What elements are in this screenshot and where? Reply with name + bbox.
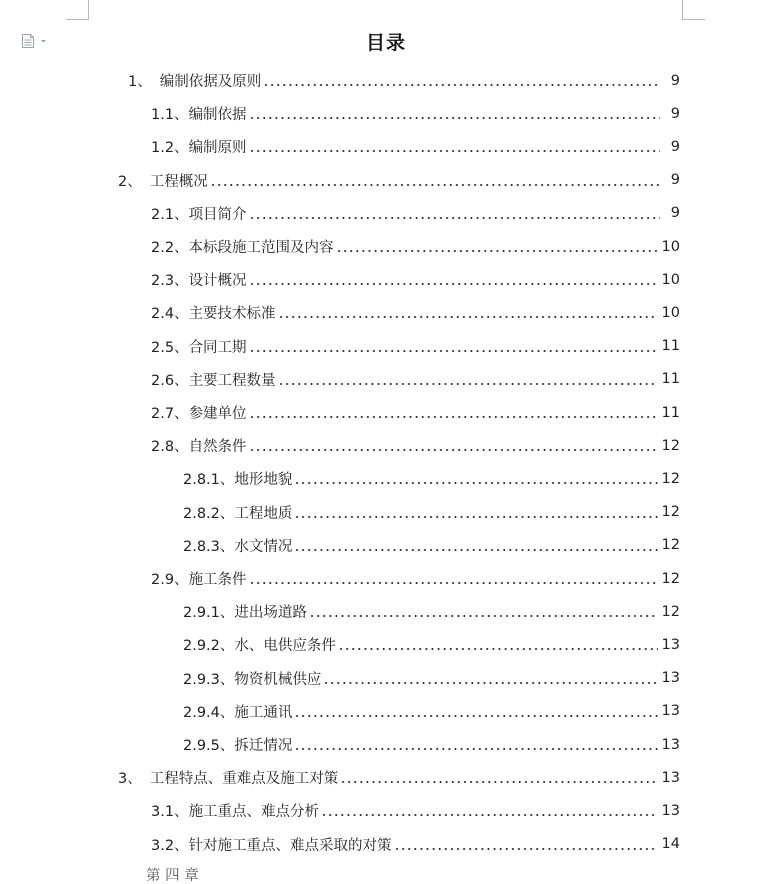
toc-entry[interactable] — [183, 662, 680, 695]
toc-entry-number: 2.8、 — [151, 439, 189, 456]
toc-entry-number: 2.2、 — [151, 240, 189, 256]
toc-entry-number: 2.8.1、 — [183, 472, 235, 489]
toc-entry-title: 本标段施工范围及内容 — [188, 240, 334, 256]
toc-entry-title: 水文情况 — [234, 538, 293, 555]
toc-entry-number: 1.1、 — [151, 107, 189, 124]
toc-heading: 目录 — [365, 32, 406, 54]
toc-entry[interactable] — [151, 130, 680, 163]
toc-dot-leader — [249, 216, 660, 220]
toc-entry-title: 设计概况 — [188, 273, 247, 290]
toc-entry-number: 2、 — [118, 173, 142, 190]
toc-entry-title: 主要技术标准 — [188, 306, 276, 323]
toc-entry-number: 2.5、 — [151, 339, 189, 356]
crop-mark-top-left-vertical — [88, 0, 89, 19]
toc-dot-leader — [278, 315, 658, 319]
toc-entry-title: 编制依据及原则 — [159, 74, 262, 90]
toc-dot-leader — [336, 249, 658, 253]
toc-dot-leader — [321, 813, 657, 817]
toc-entry-page-number: 13 — [661, 703, 680, 720]
toc-entry-title: 针对施工重点、难点采取的对策 — [188, 837, 392, 854]
crop-mark-top-right-vertical — [682, 0, 683, 19]
toc-entry-number: 2.3、 — [151, 273, 189, 290]
toc-entry-page-number: 13 — [661, 769, 680, 786]
toc-entry-title: 自然条件 — [188, 439, 247, 456]
toc-entry[interactable] — [183, 529, 680, 562]
toc-entry-title: 施工条件 — [188, 572, 247, 588]
toc-entry-number: 1、 — [128, 74, 152, 90]
toc-dot-leader — [249, 282, 658, 286]
toc-dot-leader — [263, 83, 660, 87]
toc-entry-page-number: 9 — [670, 172, 680, 189]
toc-entry[interactable] — [151, 230, 680, 263]
toc-entry-title: 地形地貌 — [234, 472, 293, 489]
crop-mark-top-left-horizontal — [66, 19, 89, 20]
toc-entry-page-number: 9 — [670, 138, 680, 155]
toc-dot-leader — [249, 415, 658, 419]
toc-entry-number: 2.8.2、 — [183, 505, 235, 522]
toc-entry-page-number: 13 — [661, 736, 680, 753]
toc-entry-title: 物资机械供应 — [234, 671, 322, 688]
toc-dot-leader — [249, 581, 658, 585]
toc-entry-title: 主要工程数量 — [188, 372, 276, 389]
toc-entry[interactable] — [183, 462, 680, 495]
toc-entry-page-number: 12 — [661, 470, 680, 487]
toc-entry-page-number: 14 — [661, 836, 680, 853]
toc-dot-leader — [249, 116, 660, 120]
toc-dot-leader — [210, 183, 660, 187]
toc-entry-page-number: 12 — [661, 603, 680, 620]
toc-entry-page-number: 9 — [670, 105, 680, 122]
toc-entry[interactable] — [183, 695, 680, 728]
toc-dot-leader — [294, 548, 657, 552]
toc-entry[interactable] — [128, 64, 680, 97]
toc-entry[interactable] — [151, 562, 680, 595]
toc-entry[interactable] — [151, 330, 680, 363]
crop-mark-top-right-horizontal — [682, 19, 705, 20]
toc-entry[interactable] — [183, 728, 680, 761]
toc-dot-leader — [340, 780, 657, 784]
toc-entry-number: 2.7、 — [151, 406, 189, 422]
toc-entry-title: 工程概况 — [149, 173, 208, 190]
toc-entry[interactable] — [151, 97, 680, 130]
toc-entry-title: 编制依据 — [188, 107, 247, 124]
toc-entry-page-number: 13 — [661, 670, 680, 687]
toc-entry-page-number: 11 — [661, 371, 680, 388]
toc-entry[interactable] — [151, 263, 680, 296]
toc-dot-leader — [278, 382, 658, 386]
toc-entry-number: 2.4、 — [151, 306, 189, 323]
toc-entry[interactable] — [151, 429, 680, 462]
toc-entry-page-number: 10 — [661, 304, 680, 321]
toc-entry-page-number: 13 — [661, 636, 680, 653]
toc-dot-leader — [294, 515, 657, 519]
toc-entry-number: 2.1、 — [151, 206, 189, 223]
toc-entry-number: 2.9.5、 — [183, 738, 235, 754]
toc-entry-number: 3.1、 — [151, 804, 189, 821]
toc-entry-page-number: 13 — [661, 802, 680, 819]
toc-entry-title: 拆迁情况 — [234, 738, 293, 754]
toc-entry-title: 项目简介 — [188, 206, 247, 223]
toc-entry-page-number: 12 — [661, 504, 680, 521]
toc-entry[interactable] — [151, 363, 680, 396]
toc-entry-title: 施工重点、难点分析 — [188, 804, 320, 821]
toc-entry[interactable] — [151, 296, 680, 329]
toc-entry[interactable] — [183, 628, 680, 661]
toc-entry-title: 进出场道路 — [234, 605, 307, 622]
toc-entry-number: 1.2、 — [151, 140, 189, 157]
toc-entry[interactable] — [183, 595, 680, 628]
toc-dot-leader — [249, 448, 658, 452]
toc-entry-title: 合同工期 — [188, 339, 247, 356]
toc-entry[interactable] — [151, 794, 680, 827]
toc-entry-title: 工程特点、重难点及施工对策 — [149, 771, 339, 788]
toc-dot-leader — [294, 714, 657, 718]
toc-entry-number: 2.9.4、 — [183, 704, 235, 721]
toc-entry-title: 工程地质 — [234, 505, 293, 522]
toc-entry-number: 2.8.3、 — [183, 538, 235, 555]
toc-entry-number: 2.9.2、 — [183, 638, 235, 655]
toc-entry-number: 2.6、 — [151, 372, 189, 389]
toc-entry-page-number: 11 — [661, 404, 680, 421]
toc-dot-leader — [338, 647, 658, 651]
toc-entry[interactable] — [183, 496, 680, 529]
toc-dot-leader — [323, 681, 657, 685]
toc-entry-title: 编制原则 — [188, 140, 247, 157]
toc-entry-page-number: 10 — [661, 271, 680, 288]
toc-dot-leader — [294, 481, 657, 485]
toc-entry-number: 3.2、 — [151, 837, 189, 854]
toc-dot-leader — [294, 747, 657, 751]
toc-entry[interactable] — [151, 396, 680, 429]
toc-entry[interactable] — [151, 828, 680, 861]
toc-entry-title: 水、电供应条件 — [234, 638, 336, 655]
toc-dot-leader — [249, 149, 660, 153]
toc-entry-page-number: 9 — [670, 72, 680, 89]
toc-entry-page-number: 12 — [661, 570, 680, 587]
toc-entry[interactable] — [151, 197, 680, 230]
toc-dot-leader — [249, 349, 658, 353]
toc-entry-number: 2.9.3、 — [183, 671, 235, 688]
clipped-text: 第 四 章 — [146, 868, 199, 884]
toc-entry-number: 2.9、 — [151, 572, 189, 588]
toc-entry-title: 参建单位 — [188, 406, 247, 422]
next-page-line-clipped — [0, 868, 772, 884]
toc-entry-page-number: 12 — [661, 537, 680, 554]
toc-entry-page-number: 9 — [670, 205, 680, 222]
toc-entry[interactable] — [118, 761, 680, 794]
toc-entry-number: 3、 — [118, 771, 142, 788]
toc-entry-title: 施工通讯 — [234, 704, 293, 721]
toc-entry-page-number: 11 — [661, 338, 680, 355]
toc-entry-page-number: 10 — [661, 238, 680, 255]
toc-dot-leader — [309, 614, 658, 618]
toc-entry[interactable] — [118, 164, 680, 197]
toc-dot-leader — [394, 847, 658, 851]
toc-entry-page-number: 12 — [661, 437, 680, 454]
toc-entry-number: 2.9.1、 — [183, 605, 235, 622]
